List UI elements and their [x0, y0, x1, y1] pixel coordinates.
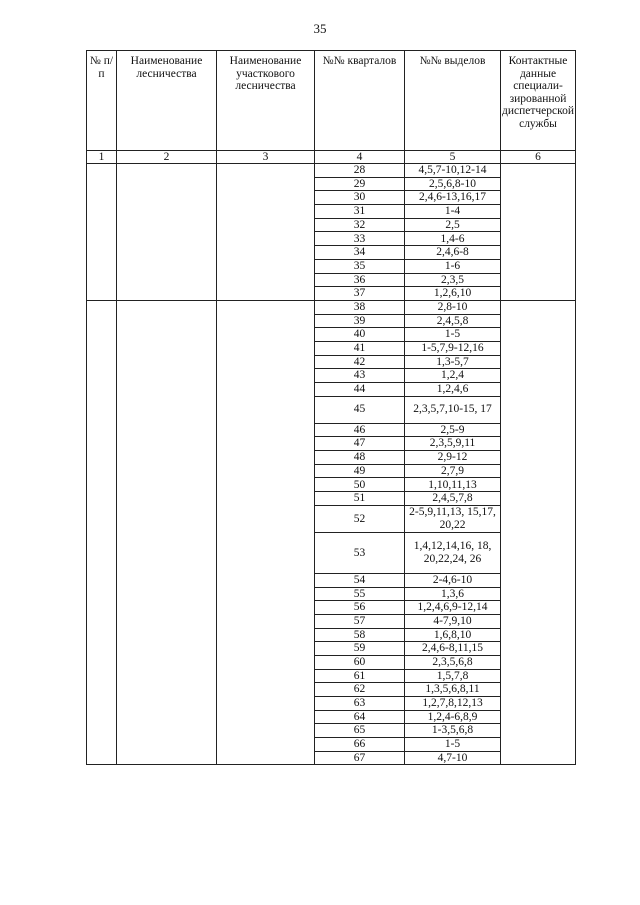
allotments-cell: 1,3,6 [405, 587, 501, 601]
cell-district-forestry-name [217, 300, 315, 765]
header-district-forestry-name: Наименование участкового лесничества [217, 51, 315, 151]
allotments-cell: 2,3,5,9,11 [405, 437, 501, 451]
quarter-cell: 53 [315, 532, 405, 573]
column-number: 1 [87, 151, 117, 164]
quarter-cell: 65 [315, 724, 405, 738]
quarter-cell: 57 [315, 614, 405, 628]
allotments-cell: 2,4,6-13,16,17 [405, 191, 501, 205]
allotments-cell: 2,4,5,7,8 [405, 492, 501, 506]
quarter-cell: 30 [315, 191, 405, 205]
allotments-cell: 2,7,9 [405, 464, 501, 478]
cell-forestry-name [117, 300, 217, 765]
quarter-cell: 66 [315, 738, 405, 752]
quarter-cell: 48 [315, 451, 405, 465]
allotments-cell: 2,5-9 [405, 423, 501, 437]
header-row [87, 51, 576, 151]
quarter-cell: 49 [315, 464, 405, 478]
quarter-cell: 36 [315, 273, 405, 287]
column-number: 3 [217, 151, 315, 164]
quarter-cell: 28 [315, 164, 405, 178]
allotments-cell: 2,4,6-8,11,15 [405, 642, 501, 656]
cell-district-forestry-name [217, 164, 315, 301]
quarter-cell: 33 [315, 232, 405, 246]
quarter-cell: 59 [315, 642, 405, 656]
quarter-cell: 55 [315, 587, 405, 601]
quarter-cell: 52 [315, 505, 405, 532]
quarter-cell: 50 [315, 478, 405, 492]
quarter-cell: 32 [315, 218, 405, 232]
allotments-cell: 1-4 [405, 205, 501, 219]
allotments-cell: 1,5,7,8 [405, 669, 501, 683]
quarter-cell: 47 [315, 437, 405, 451]
allotments-cell: 1,10,11,13 [405, 478, 501, 492]
quarter-cell: 41 [315, 341, 405, 355]
quarter-cell: 62 [315, 683, 405, 697]
allotments-cell: 1,4,12,14,16, 18, 20,22,24, 26 [405, 532, 501, 573]
column-number-row [87, 151, 576, 164]
cell-contact-data [501, 300, 576, 765]
quarter-cell: 56 [315, 601, 405, 615]
table-row [87, 300, 576, 314]
allotments-cell: 1,2,7,8,12,13 [405, 697, 501, 711]
quarter-cell: 46 [315, 423, 405, 437]
table-body [87, 51, 576, 765]
quarter-cell: 61 [315, 669, 405, 683]
quarter-cell: 64 [315, 710, 405, 724]
allotments-cell: 4,7-10 [405, 751, 501, 765]
allotments-cell: 2,5,6,8-10 [405, 177, 501, 191]
allotments-cell: 1-5 [405, 738, 501, 752]
quarter-cell: 40 [315, 328, 405, 342]
quarter-cell: 63 [315, 697, 405, 711]
column-number: 4 [315, 151, 405, 164]
allotments-cell: 4,5,7-10,12-14 [405, 164, 501, 178]
cell-number [87, 164, 117, 301]
allotments-cell: 2,9-12 [405, 451, 501, 465]
allotments-cell: 2,3,5 [405, 273, 501, 287]
quarter-cell: 67 [315, 751, 405, 765]
quarter-cell: 29 [315, 177, 405, 191]
allotments-cell: 2,4,6-8 [405, 246, 501, 260]
quarter-cell: 54 [315, 573, 405, 587]
page-number: 35 [313, 21, 327, 36]
quarter-cell: 60 [315, 655, 405, 669]
allotments-cell: 1,3-5,7 [405, 355, 501, 369]
column-number: 6 [501, 151, 576, 164]
column-number: 2 [117, 151, 217, 164]
allotments-cell: 1-5 [405, 328, 501, 342]
allotments-cell: 1-6 [405, 259, 501, 273]
allotments-cell: 1-5,7,9-12,16 [405, 341, 501, 355]
allotments-cell: 1,2,4-6,8,9 [405, 710, 501, 724]
allotments-cell: 2,3,5,7,10-15, 17 [405, 396, 501, 423]
quarter-cell: 45 [315, 396, 405, 423]
column-number: 5 [405, 151, 501, 164]
allotments-cell: 2,4,5,8 [405, 314, 501, 328]
quarter-cell: 44 [315, 383, 405, 397]
quarter-cell: 43 [315, 369, 405, 383]
quarter-cell: 37 [315, 287, 405, 301]
quarter-cell: 35 [315, 259, 405, 273]
allotments-cell: 1,6,8,10 [405, 628, 501, 642]
cell-number [87, 300, 117, 765]
allotments-cell: 1,2,6,10 [405, 287, 501, 301]
allotments-cell: 1,3,5,6,8,11 [405, 683, 501, 697]
header-forestry-name: Наименование лесничества [117, 51, 217, 151]
cell-contact-data [501, 164, 576, 301]
allotments-cell: 4-7,9,10 [405, 614, 501, 628]
allotments-cell: 1-3,5,6,8 [405, 724, 501, 738]
quarter-cell: 39 [315, 314, 405, 328]
header-allotments: №№ выделов [405, 51, 501, 151]
allotments-cell: 2,3,5,6,8 [405, 655, 501, 669]
quarter-cell: 34 [315, 246, 405, 260]
allotments-cell: 1,2,4,6,9-12,14 [405, 601, 501, 615]
table-row [87, 164, 576, 178]
quarter-cell: 38 [315, 300, 405, 314]
quarter-cell: 42 [315, 355, 405, 369]
allotments-cell: 2,5 [405, 218, 501, 232]
allotments-cell: 2,8-10 [405, 300, 501, 314]
allotments-cell: 2-4,6-10 [405, 573, 501, 587]
quarter-cell: 31 [315, 205, 405, 219]
header-quarters: №№ кварталов [315, 51, 405, 151]
allotments-cell: 1,2,4,6 [405, 383, 501, 397]
cell-forestry-name [117, 164, 217, 301]
quarter-cell: 58 [315, 628, 405, 642]
header-contact-data: Контактные данные специали-зированной диспетчерской службы [501, 51, 576, 151]
quarter-cell: 51 [315, 492, 405, 506]
allotments-cell: 2-5,9,11,13, 15,17, 20,22 [405, 505, 501, 532]
header-number: № п/п [87, 51, 117, 151]
allotments-cell: 1,2,4 [405, 369, 501, 383]
allotments-cell: 1,4-6 [405, 232, 501, 246]
forestry-table [86, 50, 576, 765]
